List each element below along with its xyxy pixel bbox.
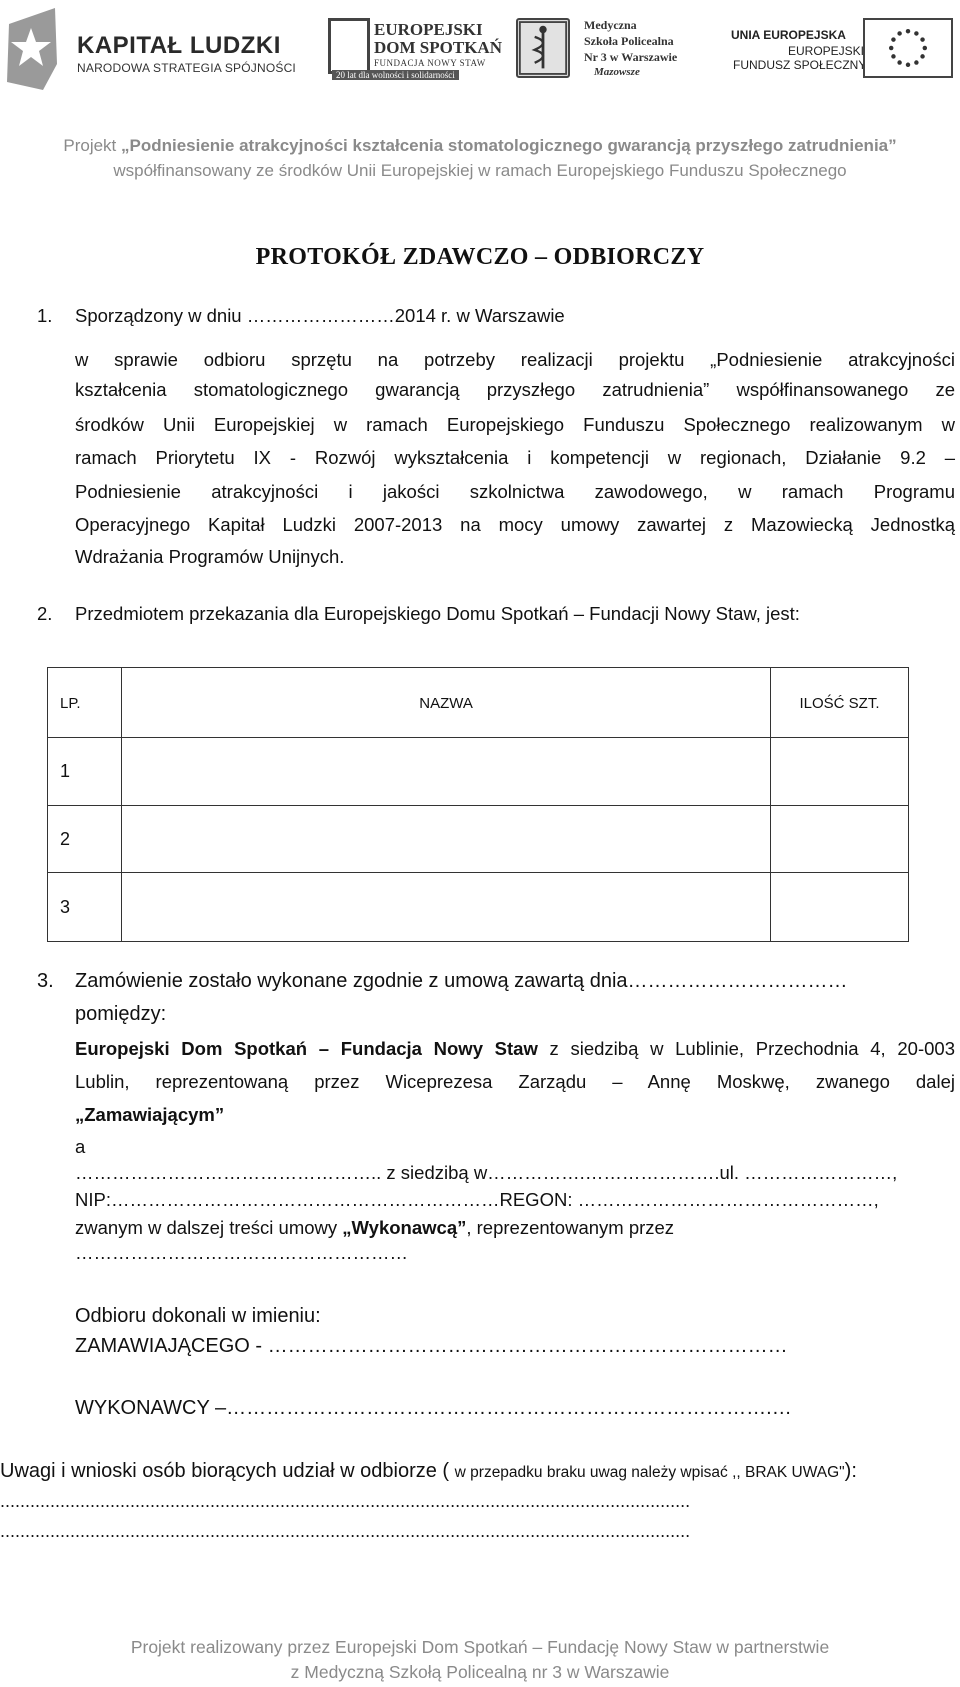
kapital-ludzki-star-icon (3, 4, 59, 94)
msp-line-2: Szkoła Policealna (584, 34, 674, 48)
table-row (48, 873, 909, 942)
eu-star-icon (920, 37, 924, 41)
section-3-line-8: NIP:………………………………………………………REGON: …………………………………………, (75, 1189, 879, 1210)
section-1-heading: Sporządzony w dniu ……………………2014 r. w Warszawie (75, 305, 565, 326)
section-3-and: a (75, 1136, 86, 1157)
kapital-ludzki-title: KAPITAŁ LUDZKI (77, 32, 281, 59)
section-2-text: Przedmiotem przekazania dla Europejskiego Domu Spotkań – Fundacji Nowy Staw, jest: (75, 603, 800, 624)
section-1-line: Podniesienie atrakcyjności i jakości szkolnictwa zawodowego, w ramach Programu (75, 481, 955, 502)
eds-line-4: 20 lat dla wolności i solidarności (332, 70, 459, 80)
section-3-line-10: ……………………………………………… (75, 1242, 408, 1263)
section-3-line-1: Zamówienie zostało wykonane zgodnie z umową zawartą dnia…………………………… (75, 970, 848, 992)
row-qty[interactable] (771, 738, 909, 806)
section-3-line-9: zwanym w dalszej treści umowy „Wykonawcą”, reprezentowanym przez (75, 1217, 675, 1238)
section-1-number: 1. (37, 305, 53, 326)
ue-line-2: EUROPEJSKI (788, 44, 865, 58)
row-lp: 1 (48, 738, 122, 806)
remarks-dots-1[interactable]: .......................................................................................................................................... (0, 1491, 691, 1511)
eu-star-icon (891, 37, 895, 41)
remarks-heading: Uwagi i wnioski osób biorących udział w odbiorze ( w przepadku braku uwag należy wpisać ,, BRAK UWAG"): (0, 1460, 857, 1482)
section-1-line: Operacyjnego Kapitał Ludzki 2007-2013 na mocy umowy zawartej z Mazowiecką Jednostką (75, 514, 955, 535)
header-cofinancing-line: współfinansowany ze środków Unii Europejskiej w ramach Europejskiego Funduszu Społecznego (113, 161, 847, 180)
row-name[interactable] (122, 806, 771, 873)
section-1-line: Wdrażania Programów Unijnych. (75, 546, 345, 567)
row-qty[interactable] (771, 873, 909, 942)
caduceus-icon (516, 18, 570, 78)
table-row (48, 738, 909, 806)
ue-line-3: FUNDUSZ SPOŁECZNY (733, 58, 867, 72)
table-row (48, 806, 909, 873)
section-2-number: 2. (37, 603, 53, 624)
remarks-dots-2[interactable]: .......................................................................................................................................... (0, 1521, 691, 1541)
eu-star-icon (897, 60, 901, 64)
section-3-party (75, 1038, 955, 1060)
ue-line-1: UNIA EUROPEJSKA (731, 28, 846, 42)
section-1-line: w sprawie odbioru sprzętu na potrzeby realizacji projektu „Podniesienie atrakcyjności (75, 349, 955, 370)
eds-line-2: DOM SPOTKAŃ (374, 38, 502, 57)
section-3-zamawiajacy: „Zamawiającym” (75, 1104, 225, 1125)
document-title: PROTOKÓŁ ZDAWCZO – ODBIORCZY (255, 244, 705, 270)
section-1-line: kształcenia stomatologicznego gwarancją przyszłego zatrudnienia” współfinansowanego ze (75, 379, 955, 400)
section-3-line-7: ………………………………………….. z siedzibą w…………….………………….ul. ……………………, (75, 1162, 898, 1183)
eu-flag-icon (863, 18, 953, 78)
kapital-ludzki-subtitle: NARODOWA STRATEGIA SPÓJNOŚCI (77, 61, 296, 75)
zamawiajacego-signature: ZAMAWIAJĄCEGO - …………………………………………………………………… (75, 1335, 788, 1357)
eu-star-icon (889, 46, 893, 50)
row-name[interactable] (122, 873, 771, 942)
eu-star-icon (914, 31, 918, 35)
eu-star-icon (891, 54, 895, 58)
party-name: Europejski Dom Spotkań – Fundacja Nowy Staw (75, 1038, 538, 1059)
row-name[interactable] (122, 738, 771, 806)
footer-line-2: z Medyczną Szkołą Policealną nr 3 w Warszawie (290, 1662, 670, 1682)
table-header-row (48, 668, 909, 738)
header-prefix: Projekt (63, 136, 121, 155)
header-project-title: „Podniesienie atrakcyjności kształcenia stomatologicznego gwarancją przyszłego zatrudnienia” (121, 136, 897, 155)
header-project-line (0, 136, 960, 156)
eu-star-icon (920, 54, 924, 58)
eds-line-3: FUNDACJA NOWY STAW (374, 58, 486, 68)
eu-star-icon (914, 60, 918, 64)
items-table (47, 667, 909, 942)
row-qty[interactable] (771, 806, 909, 873)
eu-star-icon (897, 31, 901, 35)
eu-star-icon (923, 46, 927, 50)
row-lp: 3 (48, 873, 122, 942)
row-lp: 2 (48, 806, 122, 873)
header-lp: LP. (48, 668, 122, 738)
wykonawcy-signature: WYKONAWCY –……………………………………………………………………….… (75, 1397, 792, 1419)
eu-star-icon (906, 29, 910, 33)
header-qty: ILOŚĆ SZT. (771, 668, 909, 738)
section-3-line-4: Lublin, reprezentowaną przez Wiceprezesa Zarządu – Annę Moskwę, zwanego dalej (75, 1071, 955, 1092)
msp-line-3: Nr 3 w Warszawie (584, 50, 678, 64)
eds-frame-icon (328, 18, 370, 74)
received-by: Odbioru dokonali w imieniu: (75, 1305, 321, 1327)
section-3-line-2: pomiędzy: (75, 1003, 167, 1025)
section-1-line: ramach Priorytetu IX - Rozwój wykształcenia i kompetencji w regionach, Działanie 9.2 – (75, 447, 955, 468)
eds-line-1: EUROPEJSKI (374, 20, 483, 39)
msp-line-4: Mazowsze (594, 66, 640, 78)
section-1-line: środków Unii Europejskiej w ramach Europejskiego Funduszu Społecznego realizowanym w (75, 414, 955, 435)
section-3-number: 3. (37, 970, 54, 992)
header-name: NAZWA (122, 668, 771, 738)
msp-line-1: Medyczna (584, 18, 637, 32)
party-address: z siedzibą w Lublinie, Przechodnia 4, 20-003 (537, 1038, 955, 1059)
footer-line-1: Projekt realizowany przez Europejski Dom Spotkań – Fundację Nowy Staw w partnerstwie (130, 1637, 830, 1657)
eu-star-icon (906, 63, 910, 67)
